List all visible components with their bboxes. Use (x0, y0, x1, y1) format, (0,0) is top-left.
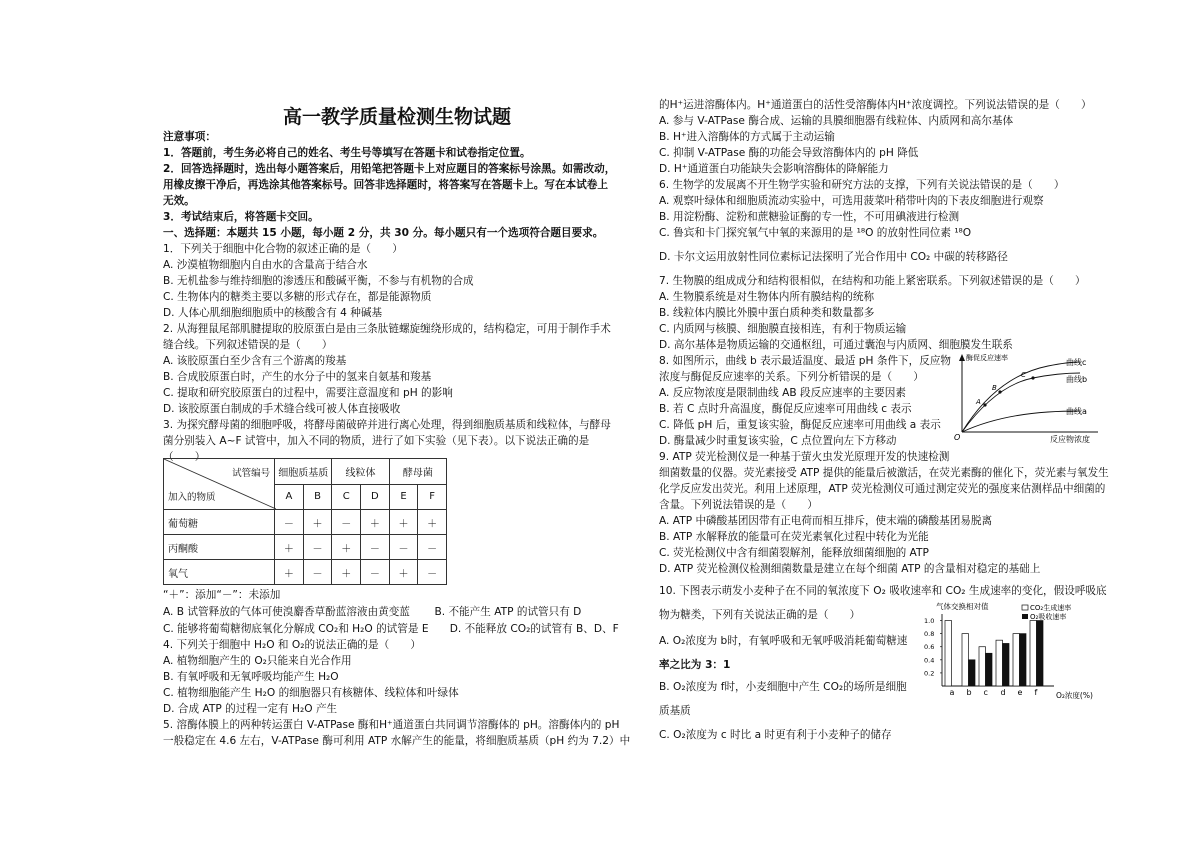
table-cell: － (275, 510, 304, 535)
table-row (164, 535, 447, 560)
bar-o2 (1020, 634, 1027, 686)
tube-header: F (418, 484, 447, 510)
left-text-line: 一般稳定在 4.6 左右，V-ATPase 酶可利用 ATP 水解产生的能量，将细胞质基质（pH 约为 7.2）中 (163, 735, 631, 747)
gas-exchange-bar-chart (920, 600, 1105, 702)
table-cell: ＋ (303, 510, 332, 535)
right-text-line: A. 反应物浓度是限制曲线 AB 段反应速率的主要因素 (659, 387, 906, 399)
tube-header: C (332, 484, 361, 510)
bar-o2 (1037, 621, 1044, 686)
table-cell: ＋ (275, 560, 304, 585)
page-title: 高一教学质量检测生物试题 (283, 106, 512, 128)
right-text-line: B. H⁺进入溶酶体的方式属于主动运输 (659, 131, 835, 143)
table-cell: － (389, 535, 418, 560)
right-text-line: C. O₂浓度为 c 时比 a 时更有利于小麦种子的储存 (659, 729, 892, 741)
table-cell: － (418, 535, 447, 560)
table-cell: ＋ (389, 510, 418, 535)
right-text-line: B. 线粒体内膜比外膜中蛋白质种类和数量都多 (659, 307, 875, 319)
y-tick-label: 0.8 (924, 630, 935, 639)
left-text-line: A. 沙漠植物细胞内自由水的含量高于结合水 (163, 259, 368, 271)
row-label: 葡萄糖 (164, 510, 275, 535)
tube-header: D (361, 484, 390, 510)
table-cell: ＋ (389, 560, 418, 585)
right-text-line: 细菌数量的仪器。荧光素接受 ATP 提供的能量后被激活，在荧光素酶的催化下，荧光素与氧发生 (659, 467, 1109, 479)
right-text-line: B. 若 C 点时升高温度，酶促反应速率可用曲线 c 表示 (659, 403, 912, 415)
table-row (164, 560, 447, 585)
tube-header: A (275, 484, 304, 510)
right-text-line: 浓度与酶促反应速率的关系。下列分析错误的是（ ） (659, 371, 924, 383)
bar-co2 (979, 647, 986, 686)
right-text-line: 率之比为 3：1 (659, 659, 731, 671)
left-text-line: D. 合成 ATP 的过程一定有 H₂O 产生 (163, 703, 338, 715)
right-text-line: D. 高尔基体是物质运输的交通枢纽，可通过囊泡与内质网、细胞膜发生联系 (659, 339, 1013, 351)
left-text-line: 3. 为探究酵母菌的细胞呼吸，将酵母菌破碎并进行离心处理，得到细胞质基质和线粒体，与酵母 (163, 419, 611, 431)
left-text-line: B. 合成胶原蛋白时，产生的水分子中的氢来自氨基和羧基 (163, 371, 432, 383)
left-text-line: C. 能够将葡萄糖彻底氧化分解成 CO₂和 H₂O 的试管是 E D. 不能释放 CO₂的试管有 B、D、F (163, 623, 619, 635)
bar-co2 (962, 634, 969, 686)
left-text-line: 用橡皮擦干净后，再选涂其他答案标号。回答非选择题时，将答案写在答题卡上。写在本试卷上 (163, 179, 608, 191)
left-text-line: A. B 试管释放的气体可使溴麝香草酚蓝溶液由黄变蓝 B. 不能产生 ATP 的试管只有 D (163, 606, 582, 618)
right-text-line: B. 用淀粉酶、淀粉和蔗糖验证酶的专一性，不可用碘液进行检测 (659, 211, 960, 223)
left-text-line: 缝合线。下列叙述错误的是（ ） (163, 339, 333, 351)
left-text-line: D. 该胶原蛋白制成的手术缝合线可被人体直接吸收 (163, 403, 401, 415)
right-text-line: D. H⁺通道蛋白功能缺失会影响溶酶体的降解能力 (659, 163, 889, 175)
right-text-line: 物为糖类，下列有关说法正确的是（ ） (659, 609, 861, 621)
y-tick-label: 0.4 (924, 656, 935, 665)
corner-top-label: 试管编号 (232, 468, 271, 479)
right-text-line: 7. 生物膜的组成成分和结构很相似，在结构和功能上紧密联系。下列叙述错误的是（ ） (659, 275, 1086, 287)
left-text-line: C. 植物细胞能产生 H₂O 的细胞器只有核糖体、线粒体和叶绿体 (163, 687, 459, 699)
curve-b-label: 曲线b (1066, 375, 1088, 384)
table-cell: ＋ (275, 535, 304, 560)
point-a-label: A (976, 398, 981, 406)
x-category-label: c (983, 688, 988, 697)
table-cell: － (361, 535, 390, 560)
left-text-line: D. 人体心肌细胞细胞质中的核酸含有 4 种碱基 (163, 307, 383, 319)
left-text-line: B. 有氧呼吸和无氧呼吸均能产生 H₂O (163, 671, 339, 683)
left-text-line: 5. 溶酶体膜上的两种转运蛋白 V-ATPase 酶和H⁺通道蛋白共同调节溶酶体的 pH。溶酶体内的 pH (163, 719, 620, 731)
tube-header: B (303, 484, 332, 510)
curve-a (962, 411, 1080, 432)
table-cell: － (418, 560, 447, 585)
table-cell: ＋ (361, 510, 390, 535)
tube-header: E (389, 484, 418, 510)
right-text-line: 含量。下列说法错误的是（ ） (659, 499, 818, 511)
legend-o2: O₂吸收速率 (1030, 613, 1067, 621)
right-text-line: D. ATP 荧光检测仪检测细菌数量是建立在每个细菌 ATP 的含量相对稳定的基础上 (659, 563, 1041, 575)
fig8-origin: O (954, 433, 961, 442)
group-header: 细胞质基质 (275, 459, 332, 485)
left-text-line: “＋”：添加“－”：未添加 (163, 589, 281, 601)
left-text-line: （ ） (163, 451, 206, 463)
fig10-ylabel: 气体交换相对值 (936, 602, 989, 611)
left-text-line: 2．回答选择题时，选出每小题答案后，用铅笔把答题卡上对应题目的答案标号涂黑。如需改动， (163, 163, 616, 175)
table-row (164, 510, 447, 535)
right-text-line: D. 酶量减少时重复该实验，C 点位置向左下方移动 (659, 435, 897, 447)
bar-o2 (969, 660, 976, 686)
right-text-line: 化学反应发出荧光。利用上述原理，ATP 荧光检测仪可通过测定荧光的强度来估测样品中细菌的 (659, 483, 1106, 495)
curve-c-label: 曲线c (1066, 358, 1087, 367)
curve-a-label: 曲线a (1066, 407, 1087, 416)
group-header: 线粒体 (332, 459, 389, 485)
y-tick-label: 0.6 (924, 643, 935, 652)
experiment-table (163, 458, 447, 585)
left-text-line: 4. 下列关于细胞中 H₂O 和 O₂的说法正确的是（ ） (163, 639, 421, 651)
fig10-xlabel: O₂浓度(%) (1056, 691, 1093, 700)
bar-co2 (1013, 634, 1020, 686)
bar-co2 (996, 640, 1003, 686)
table-cell: － (303, 535, 332, 560)
row-label: 氧气 (164, 560, 275, 585)
fig8-ylabel: 酶促反应速率 (966, 354, 1008, 362)
left-text-line: 2. 从海狸鼠尾部肌腱提取的胶原蛋白是由三条肽链螺旋缠绕形成的，结构稳定，可用于制作手术 (163, 323, 611, 335)
table-cell: － (332, 510, 361, 535)
bar-o2 (986, 653, 993, 686)
legend-co2: CO₂生成速率 (1030, 604, 1072, 612)
left-text-line: 一、选择题：本题共 15 小题，每小题 2 分，共 30 分。每小题只有一个选项符合题目要求。 (163, 227, 604, 239)
right-text-line: C. 鲁宾和卡门探究氧气中氧的来源用的是 ¹⁸O 的放射性同位素 ¹⁸O (659, 227, 972, 239)
bar-co2 (945, 621, 952, 686)
table-cell: － (303, 560, 332, 585)
left-text-line: 1．下列关于细胞中化合物的叙述正确的是（ ） (163, 243, 403, 255)
right-text-line: 9. ATP 荧光检测仪是一种基于萤火虫发光原理开发的快速检测 (659, 451, 950, 463)
left-text-line: 3．考试结束后，将答题卡交回。 (163, 211, 319, 223)
right-text-line: C. 内质网与核膜、细胞膜直接相连，有利于物质运输 (659, 323, 907, 335)
table-corner (164, 459, 275, 510)
x-category-label: d (1000, 688, 1006, 697)
right-text-line: 的H⁺运进溶酶体内。H⁺通道蛋白的活性受溶酶体内H⁺浓度调控。下列说法错误的是（ ） (659, 99, 1092, 111)
left-text-line: 注意事项： (163, 131, 216, 143)
right-text-line: B. ATP 水解释放的能量可在荧光素氧化过程中转化为光能 (659, 531, 929, 543)
left-text-line: 菌分别装入 A~F 试管中，加入不同的物质，进行了如下实验（见下表）。以下说法正确的是 (163, 435, 590, 447)
left-text-line: C. 生物体内的糖类主要以多糖的形式存在，都是能源物质 (163, 291, 432, 303)
table-cell: － (361, 560, 390, 585)
table-cell: ＋ (332, 535, 361, 560)
enzyme-rate-figure (948, 350, 1108, 445)
left-text-line: A. 该胶原蛋白至少含有三个游离的羧基 (163, 355, 347, 367)
right-text-line: A. O₂浓度为 b时，有氧呼吸和无氧呼吸消耗葡萄糖速 (659, 635, 908, 647)
left-text-line: A. 植物细胞产生的 O₂只能来自光合作用 (163, 655, 352, 667)
right-text-line: C. 荧光检测仪中含有细菌裂解剂，能释放细菌细胞的 ATP (659, 547, 929, 559)
left-text-line: 1．答题前，考生务必将自己的姓名、考生号等填写在答题卡和试卷指定位置。 (163, 147, 531, 159)
row-label: 丙酮酸 (164, 535, 275, 560)
x-category-label: e (1017, 688, 1023, 697)
x-category-label: f (1034, 688, 1038, 697)
group-header: 酵母菌 (389, 459, 446, 485)
bar-o2 (1003, 643, 1010, 686)
right-text-line: C. 抑制 V-ATPase 酶的功能会导致溶酶体内的 pH 降低 (659, 147, 919, 159)
right-text-line: C. 降低 pH 后，重复该实验，酶促反应速率可用曲线 a 表示 (659, 419, 941, 431)
table-cell: ＋ (332, 560, 361, 585)
right-text-line: B. O₂浓度为 f时，小麦细胞中产生 CO₂的场所是细胞 (659, 681, 907, 693)
fig8-xlabel: 反应物浓度 (1050, 435, 1090, 444)
left-text-line: B. 无机盐参与维持细胞的渗透压和酸碱平衡，不参与有机物的合成 (163, 275, 474, 287)
right-text-line: 质基质 (659, 705, 691, 717)
right-text-line: D. 卡尔文运用放射性同位素标记法探明了光合作用中 CO₂ 中碳的转移路径 (659, 251, 1008, 263)
point-b-label: B (992, 384, 997, 392)
right-text-line: A. 生物膜系统是对生物体内所有膜结构的统称 (659, 291, 875, 303)
right-text-line: 10. 下图表示萌发小麦种子在不同的氧浓度下 O₂ 吸收速率和 CO₂ 生成速率的变化，假设呼吸底 (659, 585, 1107, 597)
table-cell: ＋ (418, 510, 447, 535)
point-c-label: C (1021, 371, 1026, 379)
y-tick-label: 0.2 (924, 669, 935, 678)
left-text-line: C. 提取和研究胶原蛋白的过程中，需要注意温度和 pH 的影响 (163, 387, 453, 399)
x-category-label: b (966, 688, 972, 697)
right-text-line: 8. 如图所示，曲线 b 表示最适温度、最适 pH 条件下，反应物 (659, 355, 952, 367)
y-tick-label: 1.0 (924, 617, 935, 626)
right-text-line: A. 观察叶绿体和细胞质流动实验中，可选用菠菜叶稍带叶肉的下表皮细胞进行观察 (659, 195, 1044, 207)
bar-co2 (1030, 621, 1037, 686)
left-text-line: 无效。 (163, 195, 195, 207)
right-text-line: 6. 生物学的发展离不开生物学实验和研究方法的支撑，下列有关说法错误的是（ ） (659, 179, 1065, 191)
x-category-label: a (949, 688, 955, 697)
right-text-line: A. ATP 中磷酸基团因带有正电荷而相互排斥，使末端的磷酸基团易脱离 (659, 515, 993, 527)
right-text-line: A. 参与 V-ATPase 酶合成、运输的具膜细胞器有线粒体、内质网和高尔基体 (659, 115, 1014, 127)
corner-bottom-label: 加入的物质 (168, 492, 216, 503)
